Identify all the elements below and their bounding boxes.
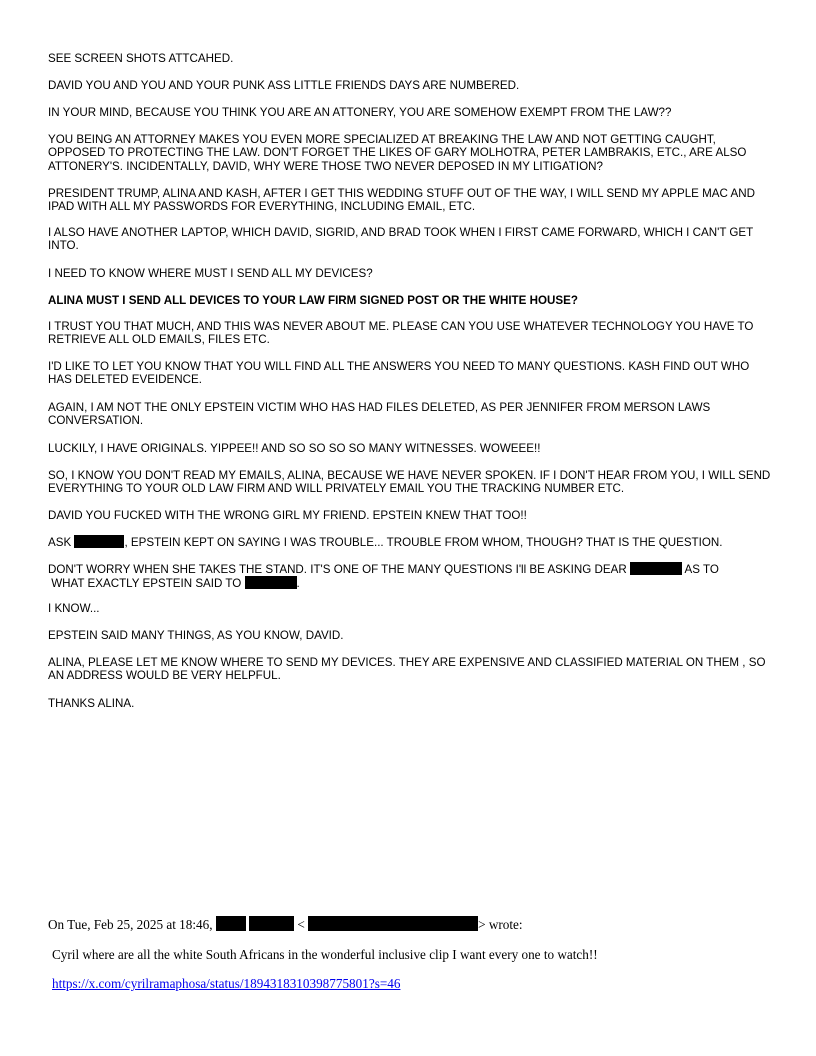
paragraph: ALINA, PLEASE LET ME KNOW WHERE TO SEND MY DEVICES. THEY ARE EXPENSIVE AND CLASSIFIED MATERIAL ON THEM , SO AN ADDRESS WOULD BE VERY HELPFUL.: [48, 656, 766, 683]
text: ASK: [48, 536, 72, 549]
text: DON'T WORRY WHEN SHE TAKES THE STAND. IT'S ONE OF THE MANY QUESTIONS I'll BE ASKING DEAR: [48, 563, 627, 576]
paragraph: DAVID YOU FUCKED WITH THE WRONG GIRL MY FRIEND. EPSTEIN KNEW THAT TOO!!: [48, 509, 527, 522]
text: <: [297, 917, 305, 932]
paragraph-ask: [48, 535, 773, 549]
quoted-link[interactable]: https://x.com/cyrilramaphosa/status/1894318310398775801?s=46: [52, 976, 401, 991]
redaction: [630, 562, 682, 575]
redaction: [216, 916, 246, 931]
redaction: [308, 916, 478, 931]
paragraph: SO, I KNOW YOU DON'T READ MY EMAILS, ALINA, BECAUSE WE HAVE NEVER SPOKEN. IF I DON'T HEAR FROM YOU, I WILL SEND EVERYTHING TO YOUR OLD LAW FIRM AND WILL PRIVATELY EMAIL YOU THE TRACKING NUMBER ETC.: [48, 469, 771, 496]
paragraph: I TRUST YOU THAT MUCH, AND THIS WAS NEVER ABOUT ME. PLEASE CAN YOU USE WHATEVER TECHNOLOGY YOU HAVE TO RETRIEVE ALL OLD EMAILS, FILES ETC.: [48, 320, 754, 347]
text: WHAT EXACTLY EPSTEIN SAID TO: [51, 577, 242, 591]
paragraph: YOU BEING AN ATTORNEY MAKES YOU EVEN MORE SPECIALIZED AT BREAKING THE LAW AND NOT GETTING CAUGHT, OPPOSED TO PROTECTING THE LAW. DON'T FORGET THE LIKES OF GARY MOLHOTRA, PETER LAMBRAKIS, ETC., ARE ALSO ATTONERY'S. INCIDENTALLY, DAVID, WHY WERE THOSE TWO NEVER DEPOSED IN MY LITIGATION?: [48, 133, 747, 173]
paragraph: SEE SCREEN SHOTS ATTCAHED.: [48, 52, 234, 65]
text: > wrote:: [478, 917, 523, 932]
paragraph: PRESIDENT TRUMP, ALINA AND KASH, AFTER I GET THIS WEDDING STUFF OUT OF THE WAY, I WILL SEND MY APPLE MAC AND IPAD WITH ALL MY PASSWORDS FOR EVERYTHING, INCLUDING EMAIL, ETC.: [48, 187, 755, 214]
quoted-link-wrap: [52, 976, 400, 992]
redaction: [245, 576, 297, 589]
paragraph: I KNOW...: [48, 602, 100, 615]
paragraph: IN YOUR MIND, BECAUSE YOU THINK YOU ARE AN ATTONERY, YOU ARE SOMEHOW EXEMPT FROM THE LAW??: [48, 106, 672, 119]
paragraph: LUCKILY, I HAVE ORIGINALS. YIPPEE!! AND SO SO SO SO MANY WITNESSES. WOWEEE!!: [48, 442, 541, 455]
paragraph-stand: [48, 562, 773, 591]
paragraph: I'D LIKE TO LET YOU KNOW THAT YOU WILL FIND ALL THE ANSWERS YOU NEED TO MANY QUESTIONS. KASH FIND OUT WHO HAS DELETED EVEIDENCE.: [48, 360, 750, 387]
paragraph: DAVID YOU AND YOU AND YOUR PUNK ASS LITTLE FRIENDS DAYS ARE NUMBERED.: [48, 79, 520, 92]
quoted-header: [48, 916, 523, 933]
bold-paragraph: ALINA MUST I SEND ALL DEVICES TO YOUR LAW FIRM SIGNED POST OR THE WHITE HOUSE?: [48, 294, 578, 307]
paragraph: I NEED TO KNOW WHERE MUST I SEND ALL MY DEVICES?: [48, 267, 373, 280]
paragraph: THANKS ALINA.: [48, 697, 135, 710]
quoted-message: Cyril where are all the white South Africans in the wonderful inclusive clip I want every one to watch!!: [52, 947, 598, 962]
paragraph: EPSTEIN SAID MANY THINGS, AS YOU KNOW, DAVID.: [48, 629, 344, 642]
redaction: [74, 535, 124, 548]
paragraph: I ALSO HAVE ANOTHER LAPTOP, WHICH DAVID, SIGRID, AND BRAD TOOK WHEN I FIRST CAME FORWARD, WHICH I CAN'T GET INTO.: [48, 226, 754, 253]
text: .: [296, 577, 300, 591]
text: , EPSTEIN KEPT ON SAYING I WAS TROUBLE... TROUBLE FROM WHOM, THOUGH? THAT IS THE QUESTION.: [124, 536, 723, 549]
text: On Tue, Feb 25, 2025 at 18:46,: [48, 917, 213, 932]
paragraph: AGAIN, I AM NOT THE ONLY EPSTEIN VICTIM WHO HAS HAD FILES DELETED, AS PER JENNIFER FROM MERSON LAWS CONVERSATION.: [48, 401, 711, 428]
redaction: [249, 916, 294, 931]
text: AS TO: [684, 563, 719, 576]
